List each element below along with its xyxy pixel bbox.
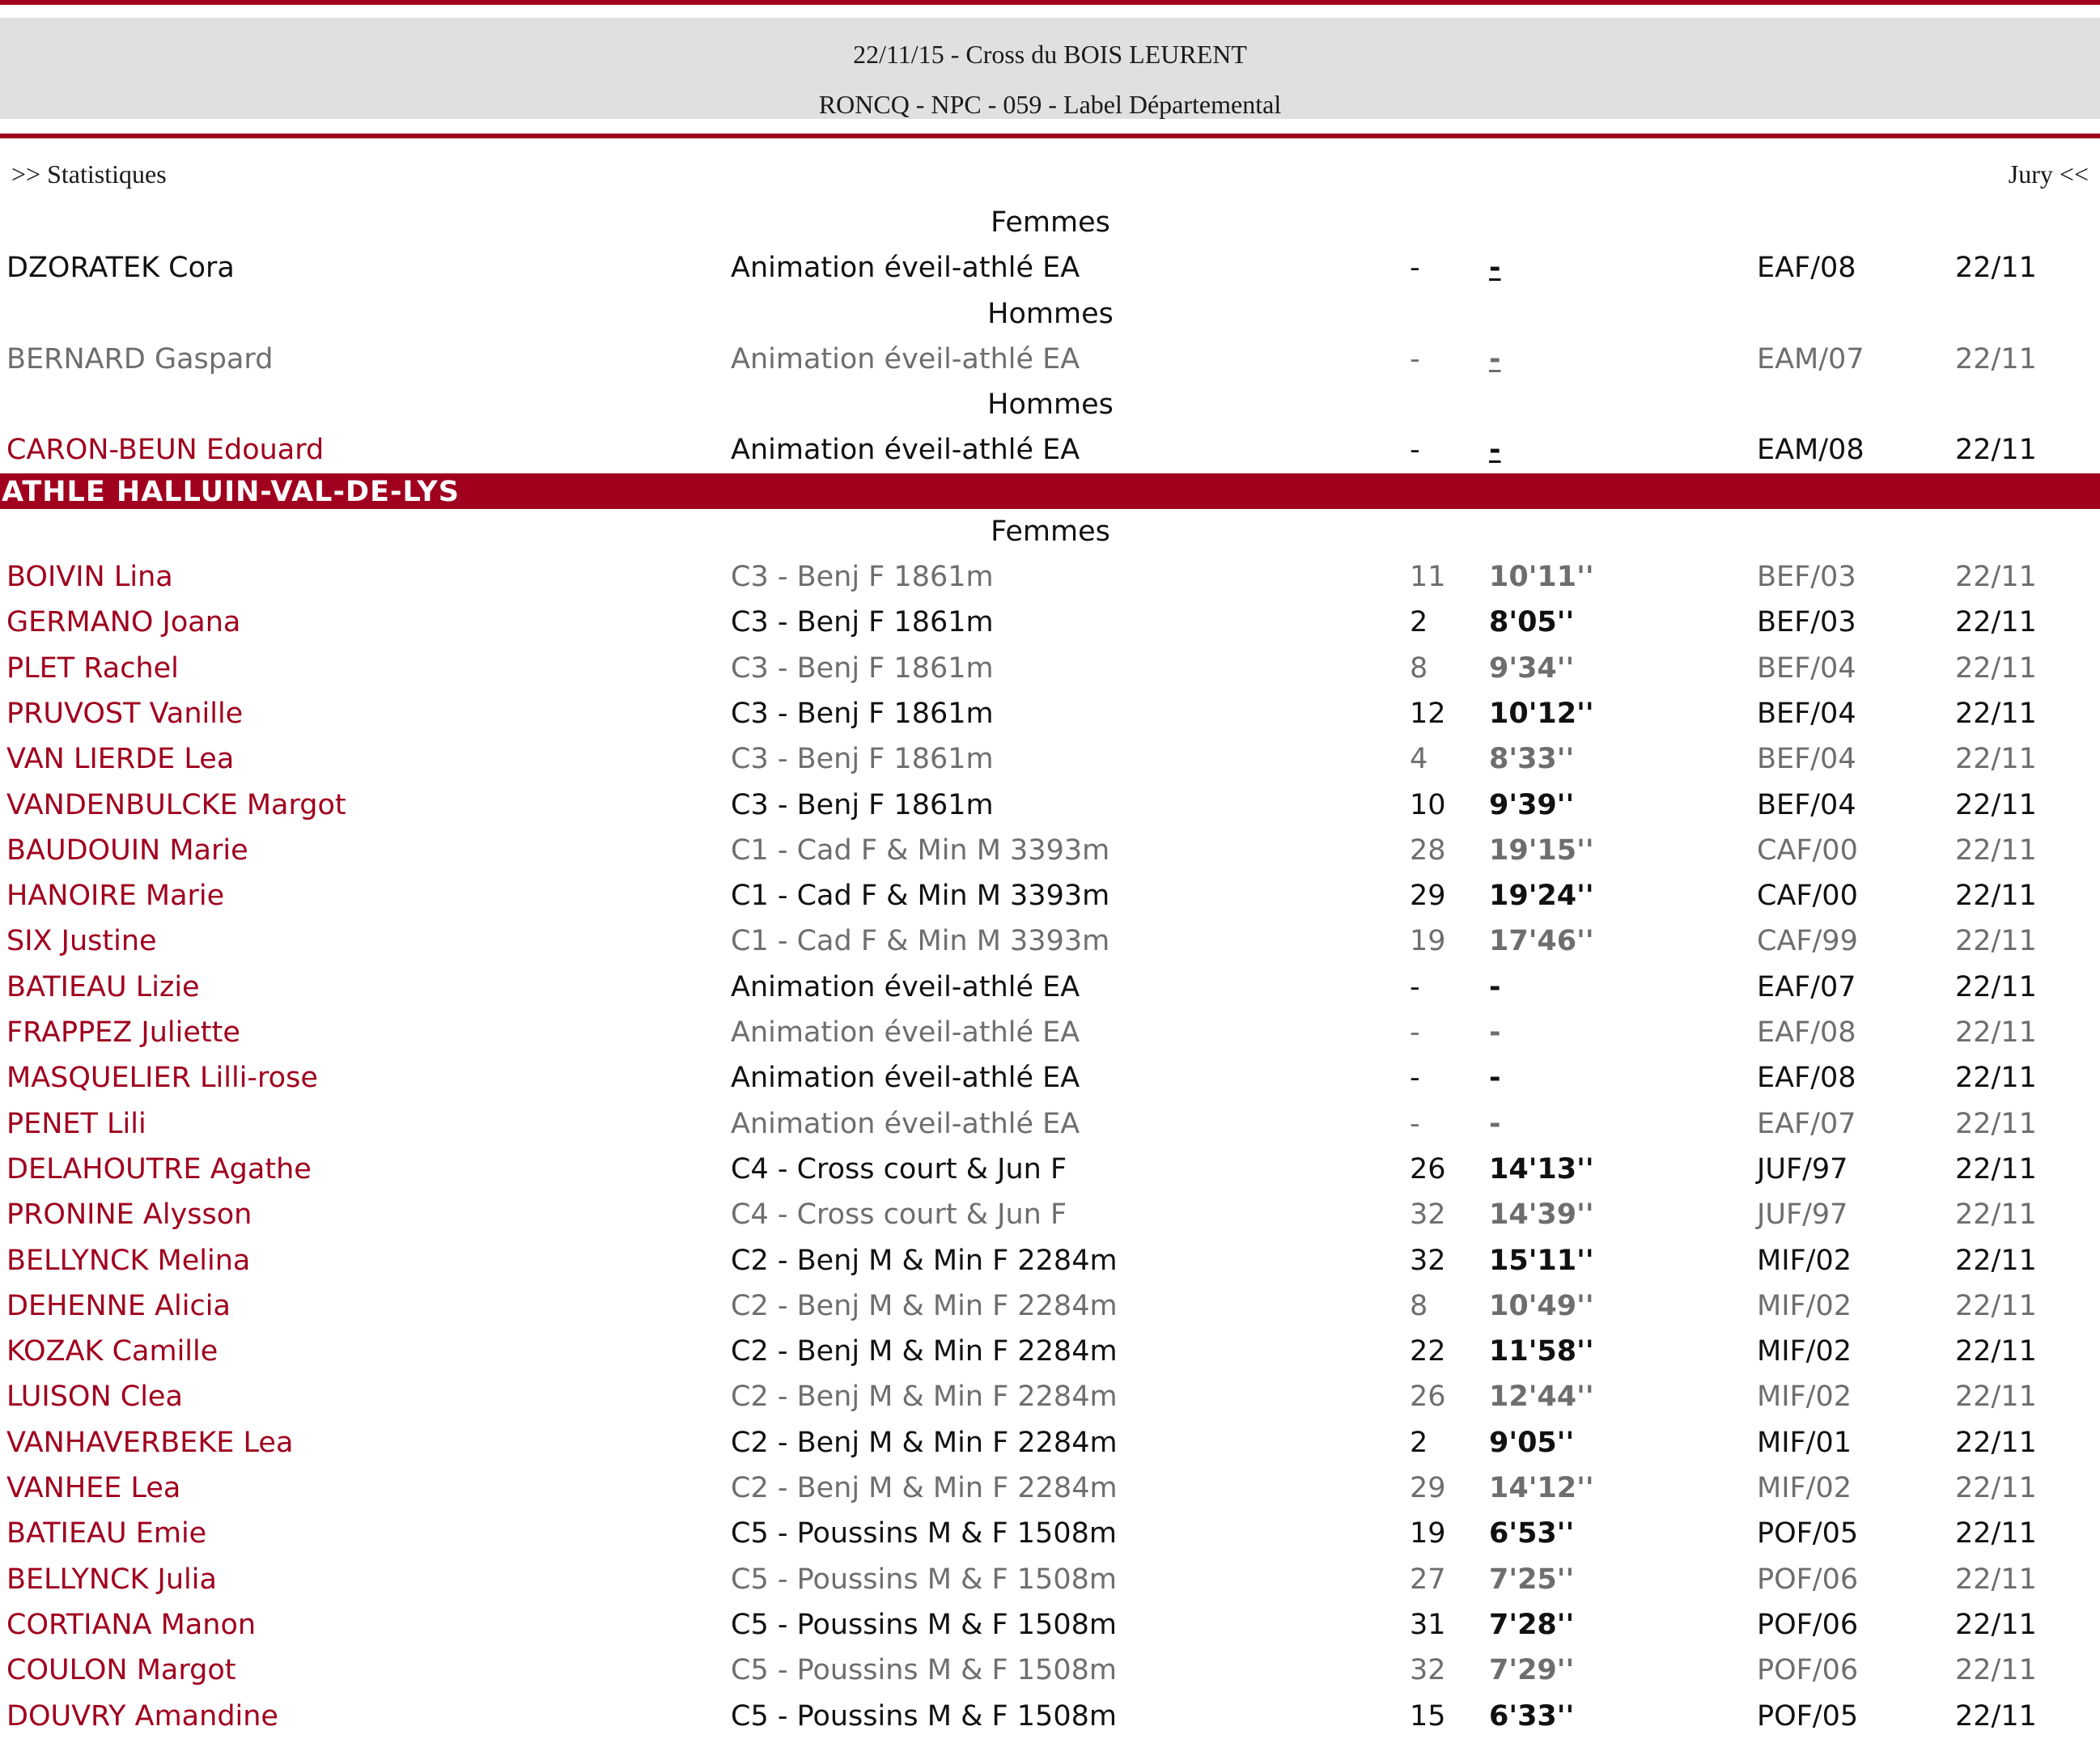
athlete-name[interactable]: PRUVOST Vanille: [6, 697, 244, 730]
result-row: [0, 245, 2100, 291]
performance-time: 9'39'': [1489, 788, 1575, 821]
event-name: Animation éveil-athlé EA: [731, 1062, 1080, 1095]
athlete-name[interactable]: VANHEE Lea: [6, 1472, 181, 1505]
athlete-name[interactable]: GERMANO Joana: [6, 606, 241, 639]
page-header: [0, 18, 2100, 119]
date: 22/11: [1955, 833, 2037, 867]
event-name: C4 - Cross court & Jun F: [731, 1152, 1067, 1185]
place: 19: [1410, 925, 1446, 958]
result-row: [0, 1465, 2100, 1511]
category: EAM/07: [1757, 342, 1865, 375]
date: 22/11: [1955, 606, 2037, 639]
performance-time: 10'49'': [1489, 1289, 1594, 1322]
gender-section-heading: [0, 509, 2100, 554]
date: 22/11: [1955, 1198, 2037, 1232]
performance-time: 6'33'': [1489, 1699, 1575, 1733]
place: 8: [1410, 1289, 1428, 1322]
top-rule: [0, 0, 2100, 5]
event-name: C5 - Poussins M & F 1508m: [731, 1563, 1117, 1596]
date: 22/11: [1955, 1426, 2037, 1459]
result-row: [0, 873, 2100, 918]
place: 19: [1410, 1517, 1446, 1550]
place: -: [1410, 434, 1420, 467]
performance-time: 19'15'': [1489, 833, 1594, 867]
performance-time: 19'24'': [1489, 880, 1594, 913]
performance-time: 8'33'': [1489, 743, 1575, 776]
section-label: Femmes: [991, 515, 1110, 548]
athlete-name[interactable]: VAN LIERDE Lea: [6, 743, 235, 776]
date: 22/11: [1955, 743, 2037, 776]
result-row: [0, 1602, 2100, 1648]
place: 2: [1410, 1426, 1428, 1459]
event-name: C2 - Benj M & Min F 2284m: [731, 1381, 1118, 1414]
date: 22/11: [1955, 1152, 2037, 1185]
date: 22/11: [1955, 697, 2037, 730]
date: 22/11: [1955, 1654, 2037, 1687]
result-row: [0, 1329, 2100, 1374]
category: BEF/04: [1757, 651, 1856, 685]
date: 22/11: [1955, 1289, 2037, 1322]
athlete-name[interactable]: CORTIANA Manon: [6, 1608, 257, 1641]
result-row: [0, 1055, 2100, 1101]
club-header: [0, 473, 2100, 509]
event-name: C5 - Poussins M & F 1508m: [731, 1608, 1117, 1641]
event-name: C1 - Cad F & Min M 3393m: [731, 880, 1110, 913]
result-row: [0, 337, 2100, 382]
result-row: [0, 1557, 2100, 1602]
club-name: ATHLE HALLUIN-VAL-DE-LYS: [2, 475, 460, 508]
athlete-name[interactable]: BAUDOUIN Marie: [6, 833, 248, 867]
performance-time: 14'13'': [1489, 1152, 1594, 1185]
athlete-name[interactable]: PENET Lili: [6, 1107, 146, 1140]
athlete-name[interactable]: BATIEAU Lizie: [6, 970, 200, 1003]
result-row: [0, 828, 2100, 873]
date: 22/11: [1955, 1062, 2037, 1095]
event-name: C3 - Benj F 1861m: [731, 788, 994, 821]
athlete-name[interactable]: LUISON Clea: [6, 1381, 183, 1414]
performance-time: 7'29'': [1489, 1654, 1575, 1687]
athlete-name[interactable]: HANOIRE Marie: [6, 880, 225, 913]
event-name: C3 - Benj F 1861m: [731, 743, 994, 776]
event-name: C3 - Benj F 1861m: [731, 697, 994, 730]
athlete-name[interactable]: BATIEAU Emie: [6, 1517, 207, 1550]
date: 22/11: [1955, 252, 2037, 285]
date: 22/11: [1955, 561, 2037, 594]
performance-time: 7'25'': [1489, 1563, 1575, 1596]
date: 22/11: [1955, 925, 2037, 958]
date: 22/11: [1955, 1699, 2037, 1733]
athlete-name[interactable]: PLET Rachel: [6, 651, 179, 685]
performance-time[interactable]: -: [1489, 342, 1501, 375]
result-row: [0, 1420, 2100, 1465]
result-row: [0, 1147, 2100, 1192]
results-list: [0, 200, 2100, 1739]
result-row: [0, 1283, 2100, 1329]
result-row: [0, 1511, 2100, 1556]
performance-time: 10'11'': [1489, 561, 1594, 594]
event-name: Animation éveil-athlé EA: [731, 342, 1080, 375]
result-row: [0, 783, 2100, 828]
place: -: [1410, 1062, 1420, 1095]
event-name: Animation éveil-athlé EA: [731, 1107, 1080, 1140]
nav-bar: [0, 154, 2100, 194]
place: -: [1410, 252, 1420, 285]
event-name: Animation éveil-athlé EA: [731, 970, 1080, 1003]
place: 11: [1410, 561, 1446, 594]
category: CAF/99: [1757, 925, 1858, 958]
athlete-name[interactable]: BELLYNCK Melina: [6, 1244, 251, 1277]
gender-section-heading: [0, 382, 2100, 427]
place: 22: [1410, 1335, 1446, 1368]
date: 22/11: [1955, 1244, 2037, 1277]
place: 29: [1410, 880, 1446, 913]
performance-time[interactable]: -: [1489, 252, 1501, 285]
event-name: C3 - Benj F 1861m: [731, 606, 994, 639]
place: 12: [1410, 697, 1446, 730]
meeting-subtitle: RONCQ - NPC - 059 - Label Départemental: [818, 90, 1282, 119]
date: 22/11: [1955, 1107, 2037, 1140]
place: -: [1410, 970, 1420, 1003]
event-name: C4 - Cross court & Jun F: [731, 1198, 1067, 1232]
category: EAF/08: [1757, 1062, 1856, 1095]
performance-time: 11'58'': [1489, 1335, 1594, 1368]
place: 29: [1410, 1472, 1446, 1505]
date: 22/11: [1955, 434, 2037, 467]
performance-time: 15'11'': [1489, 1244, 1594, 1277]
category: EAM/08: [1757, 434, 1865, 467]
event-name: C3 - Benj F 1861m: [731, 651, 994, 685]
athlete-name[interactable]: KOZAK Camille: [6, 1335, 218, 1368]
place: 31: [1410, 1608, 1446, 1641]
jury-link[interactable]: Jury <<: [2008, 159, 2089, 189]
place: 10: [1410, 788, 1446, 821]
date: 22/11: [1955, 788, 2037, 821]
event-name: C2 - Benj M & Min F 2284m: [731, 1426, 1118, 1459]
athlete-name[interactable]: VANHAVERBEKE Lea: [6, 1426, 294, 1459]
performance-time: -: [1489, 1107, 1501, 1140]
athlete-name[interactable]: DZORATEK Cora: [6, 252, 235, 285]
performance-time: 6'53'': [1489, 1517, 1575, 1550]
performance-time: 12'44'': [1489, 1381, 1594, 1414]
date: 22/11: [1955, 1381, 2037, 1414]
place: 4: [1410, 743, 1428, 776]
athlete-name[interactable]: DELAHOUTRE Agathe: [6, 1152, 312, 1185]
category: BEF/04: [1757, 697, 1856, 730]
category: MIF/02: [1757, 1472, 1852, 1505]
place: -: [1410, 342, 1420, 375]
place: 8: [1410, 651, 1428, 685]
event-name: C5 - Poussins M & F 1508m: [731, 1654, 1117, 1687]
performance-time: 9'34'': [1489, 651, 1575, 685]
gender-section-heading: [0, 291, 2100, 337]
athlete-name[interactable]: VANDENBULCKE Margot: [6, 788, 346, 821]
section-label: Femmes: [991, 206, 1110, 239]
result-row: [0, 1101, 2100, 1147]
performance-time: 7'28'': [1489, 1608, 1575, 1641]
athlete-name[interactable]: FRAPPEZ Juliette: [6, 1016, 240, 1050]
result-row: [0, 427, 2100, 473]
athlete-name[interactable]: DOUVRY Amandine: [6, 1699, 278, 1733]
date: 22/11: [1955, 1563, 2037, 1596]
athlete-name[interactable]: BERNARD Gaspard: [6, 342, 274, 375]
performance-time: 17'46'': [1489, 925, 1594, 958]
athlete-name[interactable]: SIX Justine: [6, 925, 157, 958]
result-row: [0, 554, 2100, 600]
header-rule: [0, 134, 2100, 138]
place: 32: [1410, 1198, 1446, 1232]
result-row: [0, 600, 2100, 645]
athlete-name[interactable]: MASQUELIER Lilli-rose: [6, 1062, 318, 1095]
event-name: C2 - Benj M & Min F 2284m: [731, 1472, 1118, 1505]
athlete-name[interactable]: DEHENNE Alicia: [6, 1289, 231, 1322]
result-row: [0, 918, 2100, 964]
result-row: [0, 1648, 2100, 1693]
result-row: [0, 1238, 2100, 1283]
event-name: C2 - Benj M & Min F 2284m: [731, 1244, 1118, 1277]
category: MIF/02: [1757, 1289, 1852, 1322]
date: 22/11: [1955, 1517, 2037, 1550]
date: 22/11: [1955, 1472, 2037, 1505]
performance-time: 10'12'': [1489, 697, 1594, 730]
event-name: C3 - Benj F 1861m: [731, 561, 994, 594]
place: -: [1410, 1016, 1420, 1050]
statistiques-link[interactable]: >> Statistiques: [11, 159, 167, 189]
date: 22/11: [1955, 1016, 2037, 1050]
result-row: [0, 1192, 2100, 1237]
place: 26: [1410, 1381, 1446, 1414]
category: BEF/04: [1757, 743, 1856, 776]
category: POF/05: [1757, 1699, 1859, 1733]
category: POF/06: [1757, 1608, 1859, 1641]
result-row: [0, 1374, 2100, 1419]
event-name: Animation éveil-athlé EA: [731, 252, 1080, 285]
result-row: [0, 1010, 2100, 1055]
category: EAF/07: [1757, 1107, 1856, 1140]
category: BEF/03: [1757, 606, 1856, 639]
gender-section-heading: [0, 200, 2100, 245]
category: POF/06: [1757, 1654, 1859, 1687]
category: MIF/01: [1757, 1426, 1852, 1459]
athlete-name[interactable]: BOIVIN Lina: [6, 561, 173, 594]
category: JUF/97: [1757, 1152, 1848, 1185]
event-name: C1 - Cad F & Min M 3393m: [731, 925, 1110, 958]
event-name: C5 - Poussins M & F 1508m: [731, 1699, 1117, 1733]
meeting-title: 22/11/15 - Cross du BOIS LEURENT: [853, 40, 1247, 69]
category: JUF/97: [1757, 1198, 1848, 1232]
category: BEF/04: [1757, 788, 1856, 821]
category: MIF/02: [1757, 1335, 1852, 1368]
result-row: [0, 736, 2100, 782]
place: 32: [1410, 1654, 1446, 1687]
category: EAF/07: [1757, 970, 1856, 1003]
date: 22/11: [1955, 1608, 2037, 1641]
athlete-name[interactable]: PRONINE Alysson: [6, 1198, 252, 1232]
place: 26: [1410, 1152, 1446, 1185]
performance-time[interactable]: -: [1489, 434, 1501, 467]
result-row: [0, 1694, 2100, 1739]
performance-time: 14'39'': [1489, 1198, 1594, 1232]
category: EAF/08: [1757, 1016, 1856, 1050]
date: 22/11: [1955, 880, 2037, 913]
performance-time: 14'12'': [1489, 1472, 1594, 1505]
athlete-name[interactable]: BELLYNCK Julia: [6, 1563, 217, 1596]
event-name: C2 - Benj M & Min F 2284m: [731, 1289, 1118, 1322]
performance-time: 9'05'': [1489, 1426, 1575, 1459]
performance-time: -: [1489, 1062, 1501, 1095]
place: 27: [1410, 1563, 1446, 1596]
date: 22/11: [1955, 651, 2037, 685]
category: CAF/00: [1757, 880, 1858, 913]
date: 22/11: [1955, 342, 2037, 375]
result-row: [0, 646, 2100, 691]
event-name: Animation éveil-athlé EA: [731, 434, 1080, 467]
category: MIF/02: [1757, 1244, 1852, 1277]
date: 22/11: [1955, 1335, 2037, 1368]
performance-time: -: [1489, 1016, 1501, 1050]
result-row: [0, 965, 2100, 1010]
category: EAF/08: [1757, 252, 1856, 285]
category: POF/05: [1757, 1517, 1859, 1550]
place: 15: [1410, 1699, 1446, 1733]
section-label: Hommes: [987, 388, 1114, 422]
place: 2: [1410, 606, 1428, 639]
place: 32: [1410, 1244, 1446, 1277]
athlete-name[interactable]: CARON-BEUN Edouard: [6, 434, 325, 467]
event-name: C1 - Cad F & Min M 3393m: [731, 833, 1110, 867]
category: MIF/02: [1757, 1381, 1852, 1414]
event-name: C5 - Poussins M & F 1508m: [731, 1517, 1117, 1550]
event-name: Animation éveil-athlé EA: [731, 1016, 1080, 1050]
section-label: Hommes: [987, 297, 1114, 330]
performance-time: 8'05'': [1489, 606, 1575, 639]
place: -: [1410, 1107, 1420, 1140]
date: 22/11: [1955, 970, 2037, 1003]
place: 28: [1410, 833, 1446, 867]
performance-time: -: [1489, 970, 1501, 1003]
athlete-name[interactable]: COULON Margot: [6, 1654, 236, 1687]
category: CAF/00: [1757, 833, 1858, 867]
result-row: [0, 691, 2100, 736]
category: BEF/03: [1757, 561, 1856, 594]
category: POF/06: [1757, 1563, 1859, 1596]
event-name: C2 - Benj M & Min F 2284m: [731, 1335, 1118, 1368]
